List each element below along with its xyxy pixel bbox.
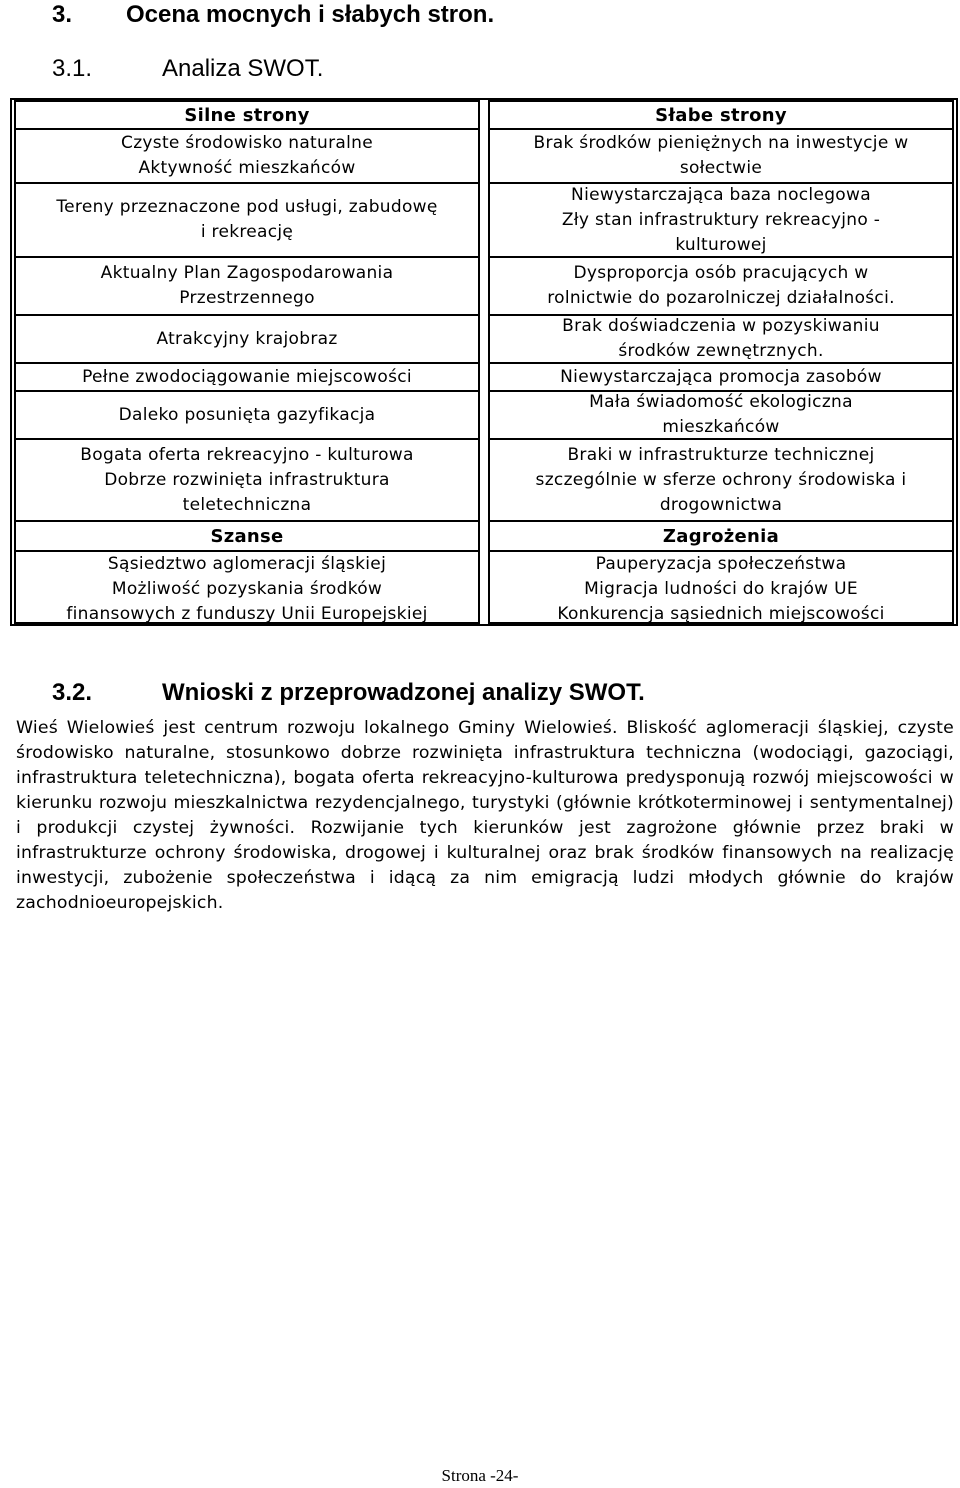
strengths-row: Tereny przeznaczone pod usługi, zabudowę i rekreację: [16, 184, 478, 258]
conclusions-paragraph: Wieś Wielowieś jest centrum rozwoju lokalnego Gminy Wielowieś. Bliskość aglomeracji śląskiej, czyste środowisko naturalne, stosunkowo dobrze rozwinięta infrastruktura techniczna (wodociągi, gazociągi, infrastruktura teletechniczna), bogata oferta rekreacyjno-kulturowa predysponują rozwój miejscowości w kierunku rozwoju mieszkalnictwa rezydencjalnego, turystyki (głównie krótkoterminowej i sentymentalnej) i produkcji czystej żywności. Rozwijanie tych kierunków jest zagrożone głównie przez braki w infrastrukturze ochrony środowiska, drogowej i kulturalnej oraz brak środków finansowych na realizację inwestycji, zubożenie społeczeństwa i idącą za nim emigracją ludzi młodych głównie do krajów zachodnioeuropejskich.: [16, 718, 954, 913]
subsection-number: 3.1.: [52, 55, 93, 82]
section-number: 3.: [52, 1, 73, 28]
section-heading: [52, 0, 494, 30]
threats-row: Pauperyzacja społeczeństwa Migracja ludności do krajów UE Konkurencja sąsiednich miejscowości: [557, 553, 885, 624]
subsection-title: Analiza SWOT.: [162, 55, 324, 82]
strengths-row: Aktualny Plan Zagospodarowania Przestrzennego: [16, 258, 478, 316]
strengths-row: Bogata oferta rekreacyjno - kulturowa Dobrze rozwinięta infrastruktura teletechniczna: [16, 440, 478, 522]
strengths-row: Atrakcyjny krajobraz: [16, 316, 478, 364]
page-number: Strona -24-: [441, 1466, 519, 1485]
strengths-row: Daleko posunięta gazyfikacja: [16, 392, 478, 440]
weaknesses-row: Dysproporcja osób pracujących w rolnictwie do pozarolniczej działalności.: [490, 258, 952, 316]
subsection-title: Wnioski z przeprowadzonej analizy SWOT.: [162, 679, 645, 706]
subsection-heading-conclusions: [52, 678, 645, 708]
strengths-header: Silne strony: [16, 102, 478, 130]
strengths-row: Czyste środowisko naturalne Aktywność mieszkańców: [16, 130, 478, 184]
subsection-number: 3.2.: [52, 679, 93, 706]
weaknesses-row: Braki w infrastrukturze technicznej szczególnie w sferze ochrony środowiska i drogownictwa: [490, 440, 952, 522]
weaknesses-row: Niewystarczająca baza noclegowa Zły stan infrastruktury rekreacyjno - kulturowej: [490, 184, 952, 258]
subsection-heading-swot: [52, 54, 323, 84]
swot-right-column: [488, 100, 954, 624]
weaknesses-row: Brak doświadczenia w pozyskiwaniu środków zewnętrznych.: [490, 316, 952, 364]
threats-header: Zagrożenia: [490, 522, 952, 552]
opportunities-header: Szanse: [16, 522, 478, 552]
swot-left-column: [14, 100, 480, 624]
section-title: Ocena mocnych i słabych stron.: [126, 1, 495, 28]
weaknesses-row: Mała świadomość ekologiczna mieszkańców: [490, 392, 952, 440]
weaknesses-row: Niewystarczająca promocja zasobów: [490, 364, 952, 392]
swot-table: [10, 98, 958, 626]
weaknesses-header: Słabe strony: [490, 102, 952, 130]
weaknesses-row: Brak środków pieniężnych na inwestycje w sołectwie: [490, 130, 952, 184]
opportunities-row: Sąsiedztwo aglomeracji śląskiej Możliwość pozyskania środków finansowych z funduszy Unii Europejskiej: [66, 553, 428, 624]
strengths-row: Pełne zwodociągowanie miejscowości: [16, 364, 478, 392]
